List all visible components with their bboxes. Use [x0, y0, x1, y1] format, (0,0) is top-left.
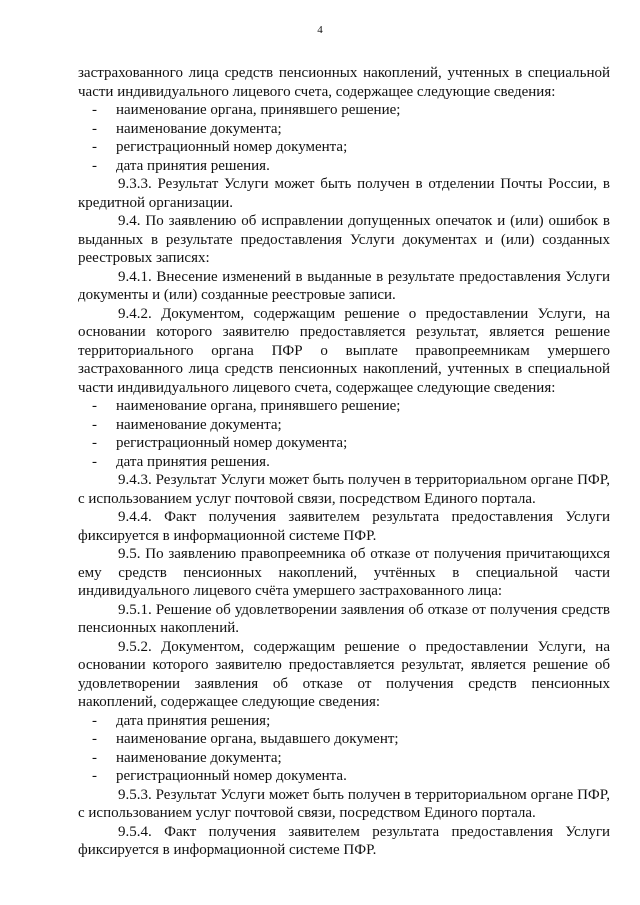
- list-item: [78, 767, 610, 786]
- paragraph: 9.5.1. Решение об удовлетворении заявления об отказе от получения средств пенсионных накоплений.: [78, 601, 610, 636]
- paragraph: 9.5.3. Результат Услуги может быть получен в территориальном органе ПФР, с использованием услуг почтовой связи, посредством Единого портала.: [78, 786, 610, 821]
- list-item: [78, 749, 610, 768]
- paragraph: 9.4. По заявлению об исправлении допущенных опечаток и (или) ошибок в выданных в результате предоставления Услуги документах и (или) созданных реестровых записях:: [78, 213, 610, 266]
- list-item-text: регистрационный номер документа.: [116, 768, 347, 784]
- list-item: [78, 730, 610, 749]
- document-body: [78, 64, 610, 860]
- list-item: [78, 434, 610, 453]
- list-dash: -: [92, 712, 97, 729]
- list-item: [78, 101, 610, 120]
- paragraph: 9.4.4. Факт получения заявителем результата предоставления Услуги фиксируется в информационной системе ПФР.: [78, 509, 610, 544]
- paragraph: застрахованного лица средств пенсионных накоплений, учтенных в специальной: [78, 65, 610, 81]
- paragraph: 9.4.3. Результат Услуги может быть получен в территориальном органе ПФР, с использованием услуг почтовой связи, посредством Единого портала.: [78, 472, 610, 507]
- list-dash: -: [92, 435, 97, 451]
- page-number: 4: [317, 24, 323, 36]
- list-item-text: наименование документа;: [116, 749, 282, 766]
- list-item-text: регистрационный номер документа;: [116, 139, 348, 155]
- list-item: [78, 157, 610, 176]
- list-item-text: дата принятия решения.: [116, 453, 270, 470]
- list-item: [78, 397, 610, 416]
- paragraph: 9.5.4. Факт получения заявителем результата предоставления Услуги фиксируется в информационной системе ПФР.: [78, 823, 610, 858]
- list-item-text: дата принятия решения.: [116, 157, 270, 174]
- list-item-text: регистрационный номер документа;: [116, 435, 348, 451]
- list-dash: -: [92, 731, 97, 747]
- list-dash: -: [92, 416, 97, 433]
- paragraph: 9.5.2. Документом, содержащим решение о предоставлении Услуги, на основании которого заявителю предоставляется результат, является решение об удовлетворении заявления об отказе от получения средств пенсионных накоплений, содержащее следующие сведения:: [78, 638, 610, 710]
- list-dash: -: [92, 398, 97, 414]
- list-item: [78, 712, 610, 731]
- list-dash: -: [92, 768, 97, 784]
- list-item-text: наименование документа;: [116, 120, 282, 137]
- list-item: [78, 416, 610, 435]
- paragraph: 9.3.3. Результат Услуги может быть получен в отделении Почты России, в кредитной организации.: [78, 176, 610, 211]
- list-item: [78, 138, 610, 157]
- list-item: [78, 453, 610, 472]
- list-item: [78, 120, 610, 139]
- list-dash: -: [92, 139, 97, 155]
- list-item-text: наименование органа, выдавшего документ;: [116, 731, 399, 747]
- list-item-text: наименование органа, принявшего решение;: [116, 102, 401, 118]
- paragraph: части индивидуального лицевого счета, содержащее следующие сведения:: [78, 83, 556, 100]
- list-dash: -: [92, 157, 97, 174]
- paragraph: 9.4.2. Документом, содержащим решение о предоставлении Услуги, на основании которого заявителю предоставляется результат, является решение территориального органа ПФР о выплате правопреемникам умершего застрахованного лица средств пенсионных накоплений, учтенных в специальной части индивидуального лицевого счета, содержащее следующие сведения:: [78, 305, 610, 396]
- list-item-text: наименование органа, принявшего решение;: [116, 398, 401, 414]
- list-dash: -: [92, 102, 97, 118]
- list-item-text: дата принятия решения;: [116, 712, 271, 729]
- list-item-text: наименование документа;: [116, 416, 282, 433]
- paragraph: 9.5. По заявлению правопреемника об отказе от получения причитающихся ему средств пенсионных накоплений, учтённых в специальной части индивидуального лицевого счёта умершего застрахованного лица:: [78, 546, 610, 599]
- list-dash: -: [92, 749, 97, 766]
- list-dash: -: [92, 120, 97, 137]
- paragraph: 9.4.1. Внесение изменений в выданные в результате предоставления Услуги документы и (или) созданные реестровые записи.: [78, 268, 610, 303]
- list-dash: -: [92, 453, 97, 470]
